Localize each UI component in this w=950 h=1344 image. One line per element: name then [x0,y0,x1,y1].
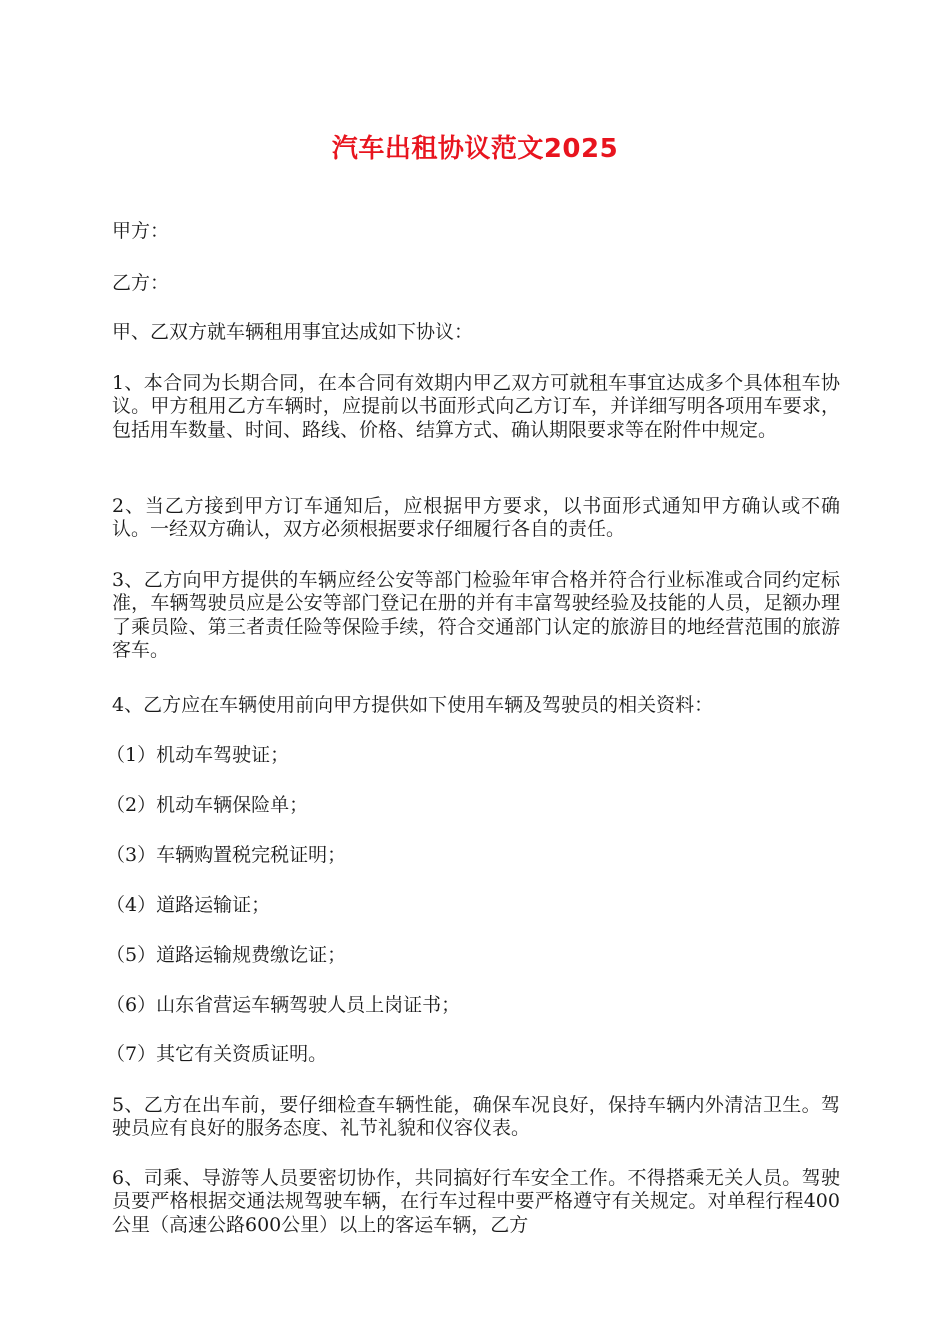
list-item: （1）机动车驾驶证； [106,744,290,766]
party-b-line: 乙方： [112,272,170,294]
list-item: （6）山东省营运车辆驾驶人员上岗证书； [106,994,461,1016]
clause-5: 5、乙方在出车前，要仔细检查车辆性能，确保车况良好，保持车辆内外清洁卫生。驾驶员应有良好的服务态度、礼节礼貌和仪容仪表。 [112,1094,840,1140]
clause-2: 2、当乙方接到甲方订车通知后，应根据甲方要求，以书面形式通知甲方确认或不确认。一经双方确认，双方必须根据要求仔细履行各自的责任。 [112,495,840,541]
clause-3: 3、乙方向甲方提供的车辆应经公安等部门检验年审合格并符合行业标准或合同约定标准，车辆驾驶员应是公安等部门登记在册的并有丰富驾驶经验及技能的人员，足额办理了乘员险、第三者责任险等保险手续，符合交通部门认定的旅游目的地经营范围的旅游客车。 [112,569,840,662]
clause-1: 1、本合同为长期合同，在本合同有效期内甲乙双方可就租车事宜达成多个具体租车协议。甲方租用乙方车辆时，应提前以书面形式向乙方订车，并详细写明各项用车要求，包括用车数量、时间、路线、价格、结算方式、确认期限要求等在附件中规定。 [112,372,840,441]
clause-6: 6、司乘、导游等人员要密切协作，共同搞好行车安全工作。不得搭乘无关人员。驾驶员要严格根据交通法规驾驶车辆，在行车过程中要严格遵守有关规定。对单程行程400公里（高速公路600公里）以上的客运车辆，乙方 [112,1167,840,1236]
intro-paragraph: 甲、乙双方就车辆租用事宜达成如下协议： [112,321,474,343]
list-item: （5）道路运输规费缴讫证； [106,944,347,966]
document-title: 汽车出租协议范文2025 [331,134,619,164]
list-item: （7）其它有关资质证明。 [106,1043,328,1065]
list-item: （4）道路运输证； [106,894,271,916]
clause-4: 4、乙方应在车辆使用前向甲方提供如下使用车辆及驾驶员的相关资料： [112,694,714,716]
list-item: （3）车辆购置税完税证明； [106,844,347,866]
party-a-line: 甲方： [112,220,170,242]
list-item: （2）机动车辆保险单； [106,794,309,816]
